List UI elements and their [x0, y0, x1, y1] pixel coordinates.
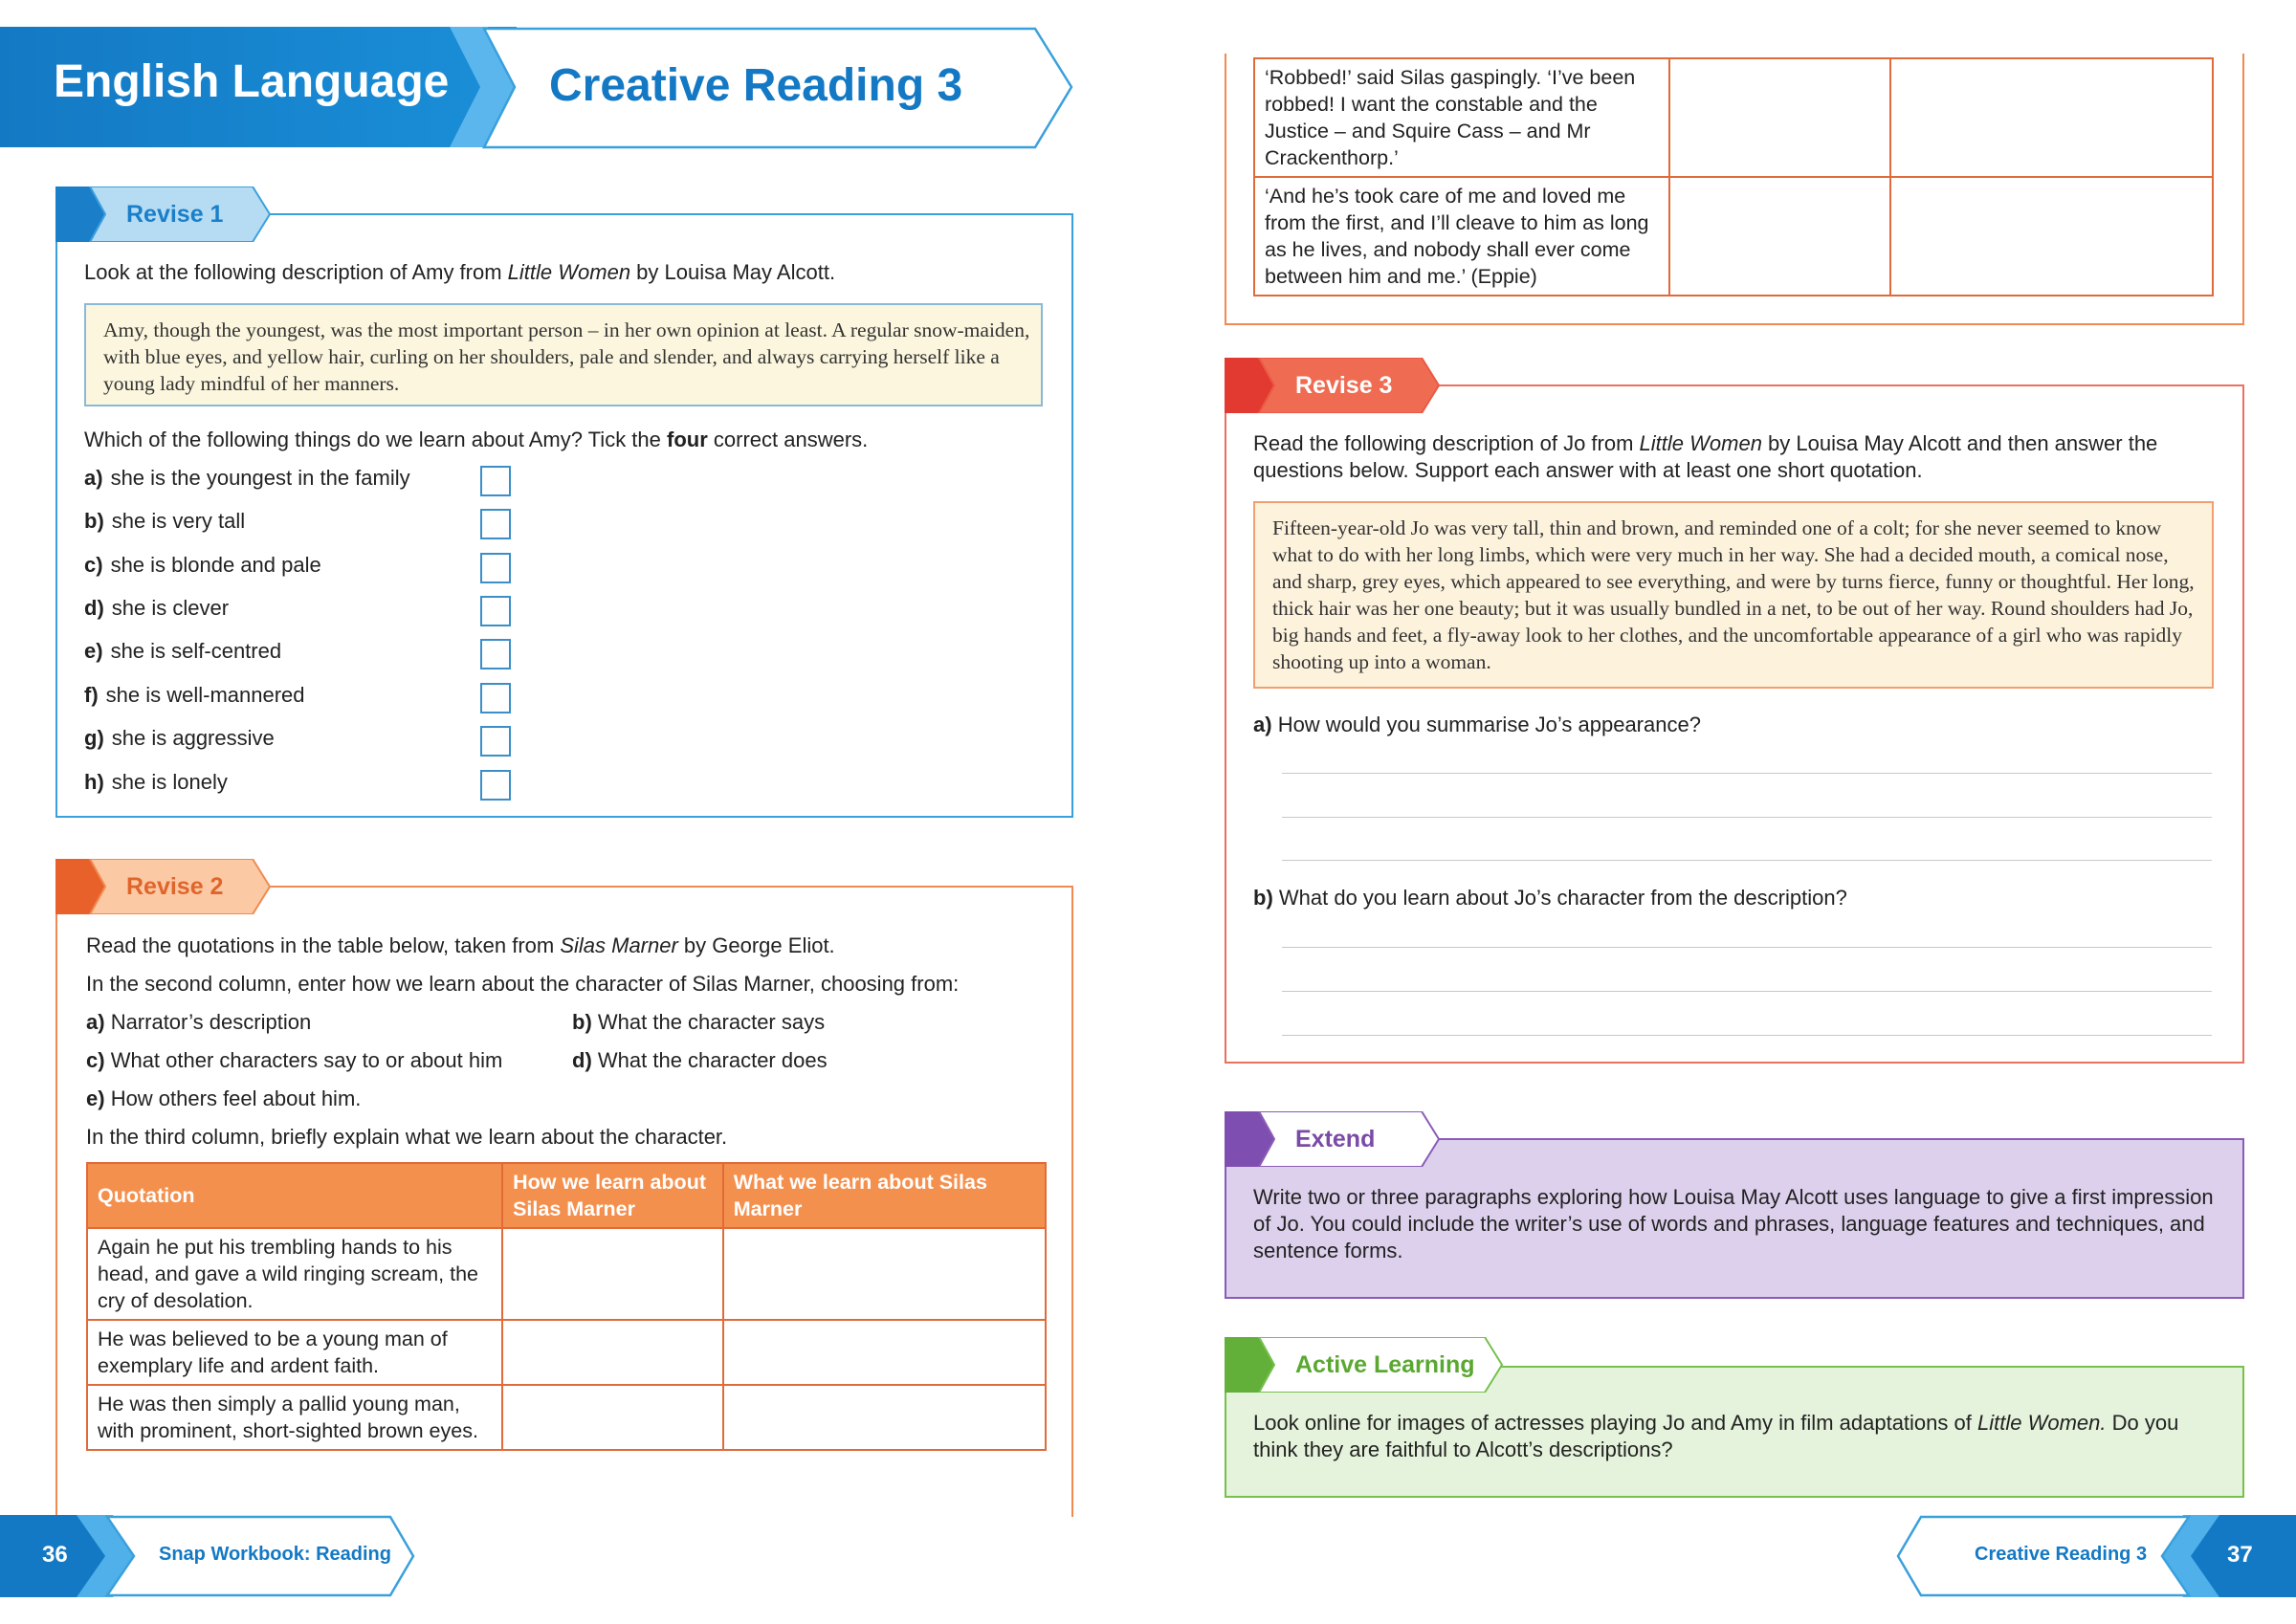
option-a [84, 466, 410, 491]
checkbox-d[interactable] [480, 596, 511, 626]
revise2-line2: In the second column, enter how we learn about the character of Silas Marner, choosing from: [86, 972, 960, 996]
revise1-intro-book: Little Women [507, 260, 631, 284]
choice-text: What the character says [597, 1010, 826, 1034]
choice-text: How others feel about him. [110, 1086, 362, 1110]
answer-line[interactable] [1282, 947, 2212, 948]
col-how: How we learn about Silas Marner [502, 1163, 723, 1228]
answer-cell-what[interactable] [723, 1228, 1046, 1320]
checkbox-e[interactable] [480, 639, 511, 669]
table-header-row [87, 1163, 1046, 1228]
extend-text: Write two or three paragraphs exploring how Louisa May Alcott uses language to give a first impression of Jo. You could include the writer’s use of words and phrases, language features and techniques, and sentence forms. [1253, 1185, 2214, 1262]
option-text: she is blonde and pale [110, 553, 321, 577]
checkbox-a[interactable] [480, 466, 511, 496]
quotation-cell: ‘And he’s took care of me and loved me from the first, and I’ll cleave to him as long as he lives, and nobody shall ever come between him and me.’ (Eppie) [1254, 177, 1669, 296]
choice-letter: a) [86, 1010, 105, 1034]
choice-text: What other characters say to or about him [110, 1048, 503, 1072]
revise3-quote-box [1253, 501, 2214, 689]
table-row [87, 1385, 1046, 1450]
option-text: she is self-centred [110, 639, 282, 663]
option-text: she is very tall [111, 509, 246, 533]
answer-line[interactable] [1282, 773, 2212, 774]
silas-table [86, 1162, 1047, 1451]
active-text [1253, 1410, 2219, 1463]
revise3-intro-tail: by Louisa May Alcott and then answer the questions below. Support each answer with at least one short quotation. [1253, 431, 2158, 482]
checkbox-c[interactable] [480, 553, 511, 583]
answer-cell-how[interactable] [502, 1228, 723, 1320]
answer-line[interactable] [1282, 991, 2212, 992]
revise1-quote: Amy, though the youngest, was the most important person – in her own opinion at least. A regular snow-maiden, with blue eyes, and yellow hair, curling on her shoulders, pale and slender, and always carrying herself like a young lady mindful of her manners. [103, 318, 1030, 395]
footer-book-title: Snap Workbook: Reading [159, 1544, 391, 1565]
question-letter: b) [1253, 886, 1273, 910]
page-number-left: 36 [42, 1542, 68, 1568]
revise1-intro-author: by Louisa May Alcott. [630, 260, 836, 284]
option-letter: d) [84, 596, 104, 620]
choice-letter: b) [572, 1010, 592, 1034]
extend-tab-label: Extend [1295, 1126, 1376, 1152]
revise2-line1-book: Silas Marner [560, 933, 678, 957]
checkbox-g[interactable] [480, 726, 511, 757]
option-letter: h) [84, 770, 104, 794]
question-letter: a) [1253, 713, 1272, 736]
revise2-line1 [86, 933, 835, 959]
subject-title: English Language [54, 56, 450, 107]
continued-table [1253, 57, 2214, 296]
answer-line[interactable] [1282, 1035, 2212, 1036]
active-tab-label: Active Learning [1295, 1351, 1475, 1378]
choice-b [572, 1009, 825, 1036]
option-d [84, 596, 229, 621]
option-text: she is aggressive [111, 726, 275, 750]
option-letter: c) [84, 553, 103, 577]
quotation-cell: He was then simply a pallid young man, with prominent, short-sighted brown eyes. [87, 1385, 502, 1450]
answer-cell-how[interactable] [502, 1385, 723, 1450]
option-h [84, 770, 228, 795]
choice-letter: d) [572, 1048, 592, 1072]
question-b [1253, 885, 1847, 911]
active-tab [1225, 1337, 1504, 1393]
checkbox-f[interactable] [480, 683, 511, 713]
revise3-tab-label: Revise 3 [1295, 372, 1393, 399]
answer-cell-what[interactable] [1890, 58, 2213, 177]
quotation-cell: Again he put his trembling hands to his head, and gave a wild ringing scream, the cry of desolation. [87, 1228, 502, 1320]
option-letter: a) [84, 466, 103, 490]
answer-cell-what[interactable] [1890, 177, 2213, 296]
table-row [87, 1228, 1046, 1320]
choice-d [572, 1047, 828, 1074]
revise1-intro-text: Look at the following description of Amy from [84, 260, 508, 284]
answer-line[interactable] [1282, 817, 2212, 818]
revise1-quote-box [84, 303, 1043, 406]
revise1-question-text: Which of the following things do we learn about Amy? Tick the [84, 428, 667, 451]
option-text: she is well-mannered [105, 683, 305, 707]
revise3-tab [1225, 358, 1441, 413]
option-text: she is clever [111, 596, 230, 620]
revise3-intro-text: Read the following description of Jo from [1253, 431, 1640, 455]
answer-cell-how[interactable] [1669, 58, 1889, 177]
revise1-intro [84, 259, 835, 286]
revise2-tab [55, 859, 272, 914]
option-letter: e) [84, 639, 103, 663]
option-letter: g) [84, 726, 104, 750]
option-c [84, 553, 321, 578]
table-row [87, 1320, 1046, 1385]
option-g [84, 726, 275, 751]
question-text: How would you summarise Jo’s appearance? [1277, 713, 1701, 736]
table-row [1254, 58, 2213, 177]
revise1-tab-label: Revise 1 [126, 201, 224, 228]
revise2-tab-label: Revise 2 [126, 873, 224, 900]
footer-section-title: Creative Reading 3 [1975, 1544, 2148, 1565]
revise1-question-bold: four [667, 428, 708, 451]
choice-c [86, 1047, 502, 1074]
revise2-line3: In the third column, briefly explain what we learn about the character. [86, 1125, 728, 1149]
answer-cell-what[interactable] [723, 1320, 1046, 1385]
revise2-line1-author: by George Eliot. [677, 933, 835, 957]
option-letter: f) [84, 683, 99, 707]
option-b [84, 509, 245, 534]
revise3-intro [1253, 430, 2210, 484]
choice-e [86, 1086, 361, 1112]
revise1-question-tail: correct answers. [707, 428, 869, 451]
answer-cell-what[interactable] [723, 1385, 1046, 1450]
option-text: she is lonely [111, 770, 228, 794]
choice-a [86, 1009, 311, 1036]
choice-letter: e) [86, 1086, 105, 1110]
quotation-cell: He was believed to be a young man of exemplary life and ardent faith. [87, 1320, 502, 1385]
col-what: What we learn about Silas Marner [723, 1163, 1046, 1228]
choice-letter: c) [86, 1048, 105, 1072]
question-text: What do you learn about Jo’s character from the description? [1278, 886, 1847, 910]
option-letter: b) [84, 509, 104, 533]
option-text: she is the youngest in the family [110, 466, 410, 490]
question-a [1253, 712, 1701, 738]
quotation-cell: ‘Robbed!’ said Silas gaspingly. ‘I’ve been robbed! I want the constable and the Justice – and Squire Cass – and Mr Crackenthorp.’ [1254, 58, 1669, 177]
revise1-tab [55, 187, 272, 242]
answer-cell-how[interactable] [1669, 177, 1889, 296]
table-row [1254, 177, 2213, 296]
answer-cell-how[interactable] [502, 1320, 723, 1385]
revise1-question [84, 427, 868, 453]
revise3-quote: Fifteen-year-old Jo was very tall, thin and brown, and reminded one of a colt; for she never seemed to know what to do with her long limbs, which were very much in her way. She had a decided mouth, a comical nose, and sharp, grey eyes, which appeared to see everything, and were by turns fierce, funny or thoughtful. Her long, thick hair was her one beauty; but it was usually bundled in a net, to be out of her way. Round shoulders had Jo, big hands and feet, a fly-away look to her clothes, and the uncomfortable appearance of a girl who was rapidly shooting up into a woman. [1272, 516, 2195, 673]
choice-text: What the character does [597, 1048, 828, 1072]
active-text-tail: Do you think they are faithful to Alcott’s descriptions? [1253, 1411, 2179, 1461]
answer-line[interactable] [1282, 860, 2212, 861]
choice-text: Narrator’s description [110, 1010, 312, 1034]
col-quotation: Quotation [87, 1163, 502, 1228]
checkbox-h[interactable] [480, 770, 511, 801]
page-number-right: 37 [2227, 1542, 2253, 1568]
page-title: Creative Reading 3 [549, 60, 963, 111]
active-text-body: Look online for images of actresses playing Jo and Amy in film adaptations of [1253, 1411, 1977, 1435]
revise3-intro-book: Little Women [1639, 431, 1762, 455]
active-text-book: Little Women. [1976, 1411, 2107, 1435]
revise2-line1-text: Read the quotations in the table below, taken from [86, 933, 561, 957]
checkbox-b[interactable] [480, 509, 511, 539]
extend-tab [1225, 1111, 1441, 1167]
option-e [84, 639, 281, 664]
option-f [84, 683, 305, 708]
